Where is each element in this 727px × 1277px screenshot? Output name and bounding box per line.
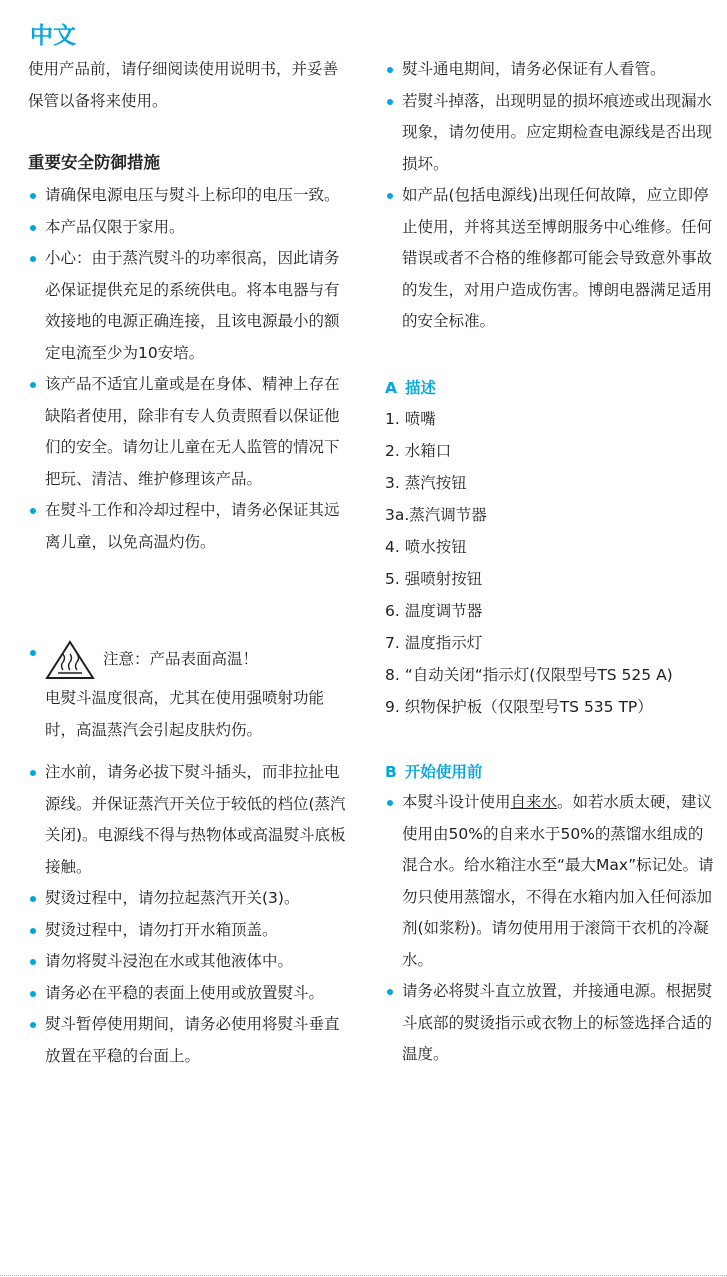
section-b-heading: [385, 760, 482, 784]
section-a-letter: A: [385, 379, 397, 397]
list-item: [28, 637, 353, 746]
safety-list-right: [385, 54, 717, 338]
list-item: 5. 强喷射按钮: [385, 570, 483, 588]
list-item: 在熨斗工作和冷却过程中，请务必保证其远离儿童，以免高温灼伤。: [28, 495, 353, 558]
list-item: 该产品不适宜儿童或是在身体、精神上存在缺陷者使用，除非有专人负责照看以保证他们的安全。请勿让儿童在无人监管的情况下把玩、清洁、维护修理该产品。: [28, 369, 353, 495]
description-list: [385, 403, 717, 723]
before-use-list: [385, 787, 717, 1071]
list-item: 熨烫过程中，请勿拉起蒸汽开关(3)。: [28, 883, 353, 915]
section-a-title: 描述: [405, 379, 437, 397]
list-item: 若熨斗掉落，出现明显的损坏痕迹或出现漏水现象，请勿使用。应定期检查电源线是否出现损坏。: [385, 86, 717, 181]
item-text: 。如若水质太硬，建议使用由50%的自来水于50%的蒸馏水组成的混合水。给水箱注水至“最大Max”标记处。请勿只使用蒸馏水，不得在水箱内加入任何添加剂(如浆粉)。请勿使用用于滚筒干衣机的冷凝水。: [402, 793, 714, 969]
safety-heading: 重要安全防御措施: [28, 153, 160, 172]
safety-list-left: [28, 180, 353, 558]
list-item: 熨斗通电期间，请务必保证有人看管。: [385, 54, 717, 86]
list-item: 4. 喷水按钮: [385, 538, 467, 556]
list-item: 2. 水箱口: [385, 442, 452, 460]
hot-surface-warning: [28, 637, 353, 746]
list-item: 请务必在平稳的表面上使用或放置熨斗。: [28, 978, 353, 1010]
section-b-letter: B: [385, 763, 397, 781]
list-item: 请确保电源电压与熨斗上标印的电压一致。: [28, 180, 353, 212]
list-item: 熨烫过程中，请勿打开水箱顶盖。: [28, 915, 353, 947]
list-item: 注水前，请务必拔下熨斗插头，而非拉扯电源线。并保证蒸汽开关位于较低的档位(蒸汽关闭)。电源线不得与热物体或高温熨斗底板接触。: [28, 757, 353, 883]
list-item: 如产品(包括电源线)出现任何故障，应立即停止使用，并将其送至博朗服务中心维修。任何错误或者不合格的维修都可能会导致意外事故的发生，对用户造成伤害。博朗电器满足适用的安全标准。: [385, 180, 717, 338]
section-a-heading: [385, 376, 436, 400]
list-item: 请务必将熨斗直立放置，并接通电源。根据熨斗底部的熨烫指示或衣物上的标签选择合适的温度。: [385, 976, 717, 1071]
warning-text: 电熨斗温度很高，尤其在使用强喷射功能时，高温蒸汽会引起皮肤灼伤。: [45, 689, 325, 739]
tap-water-term: 自来水: [510, 793, 558, 811]
list-item: 1. 喷嘴: [385, 410, 436, 428]
language-title: 中文: [30, 23, 76, 49]
list-item: 3. 蒸汽按钮: [385, 474, 467, 492]
hot-surface-warning-icon: [45, 640, 95, 680]
safety-list-left-2: [28, 757, 353, 1072]
list-item: 本产品仅限于家用。: [28, 212, 353, 244]
item-text: 本熨斗设计使用: [402, 793, 511, 811]
list-item: 7. 温度指示灯: [385, 634, 483, 652]
list-item: 小心：由于蒸汽熨斗的功率很高，因此请务必保证提供充足的系统供电。将本电器与有效接地的电源正确连接，且该电源最小的额定电流至少为10安培。: [28, 243, 353, 369]
list-item: 6. 温度调节器: [385, 602, 483, 620]
list-item: [385, 787, 717, 976]
list-item: 请勿将熨斗浸泡在水或其他液体中。: [28, 946, 353, 978]
list-item: 3a.蒸汽调节器: [385, 506, 487, 524]
list-item: 熨斗暂停使用期间，请务必使用将熨斗垂直放置在平稳的台面上。: [28, 1009, 353, 1072]
list-item: 8. “自动关闭“指示灯(仅限型号TS 525 A): [385, 666, 673, 684]
list-item: 9. 织物保护板（仅限型号TS 535 TP）: [385, 698, 653, 716]
intro-paragraph: 使用产品前，请仔细阅读使用说明书，并妥善保管以备将来使用。: [28, 60, 339, 110]
section-b-title: 开始使用前: [404, 763, 483, 781]
warning-caption: 注意：产品表面高温！: [103, 650, 259, 669]
